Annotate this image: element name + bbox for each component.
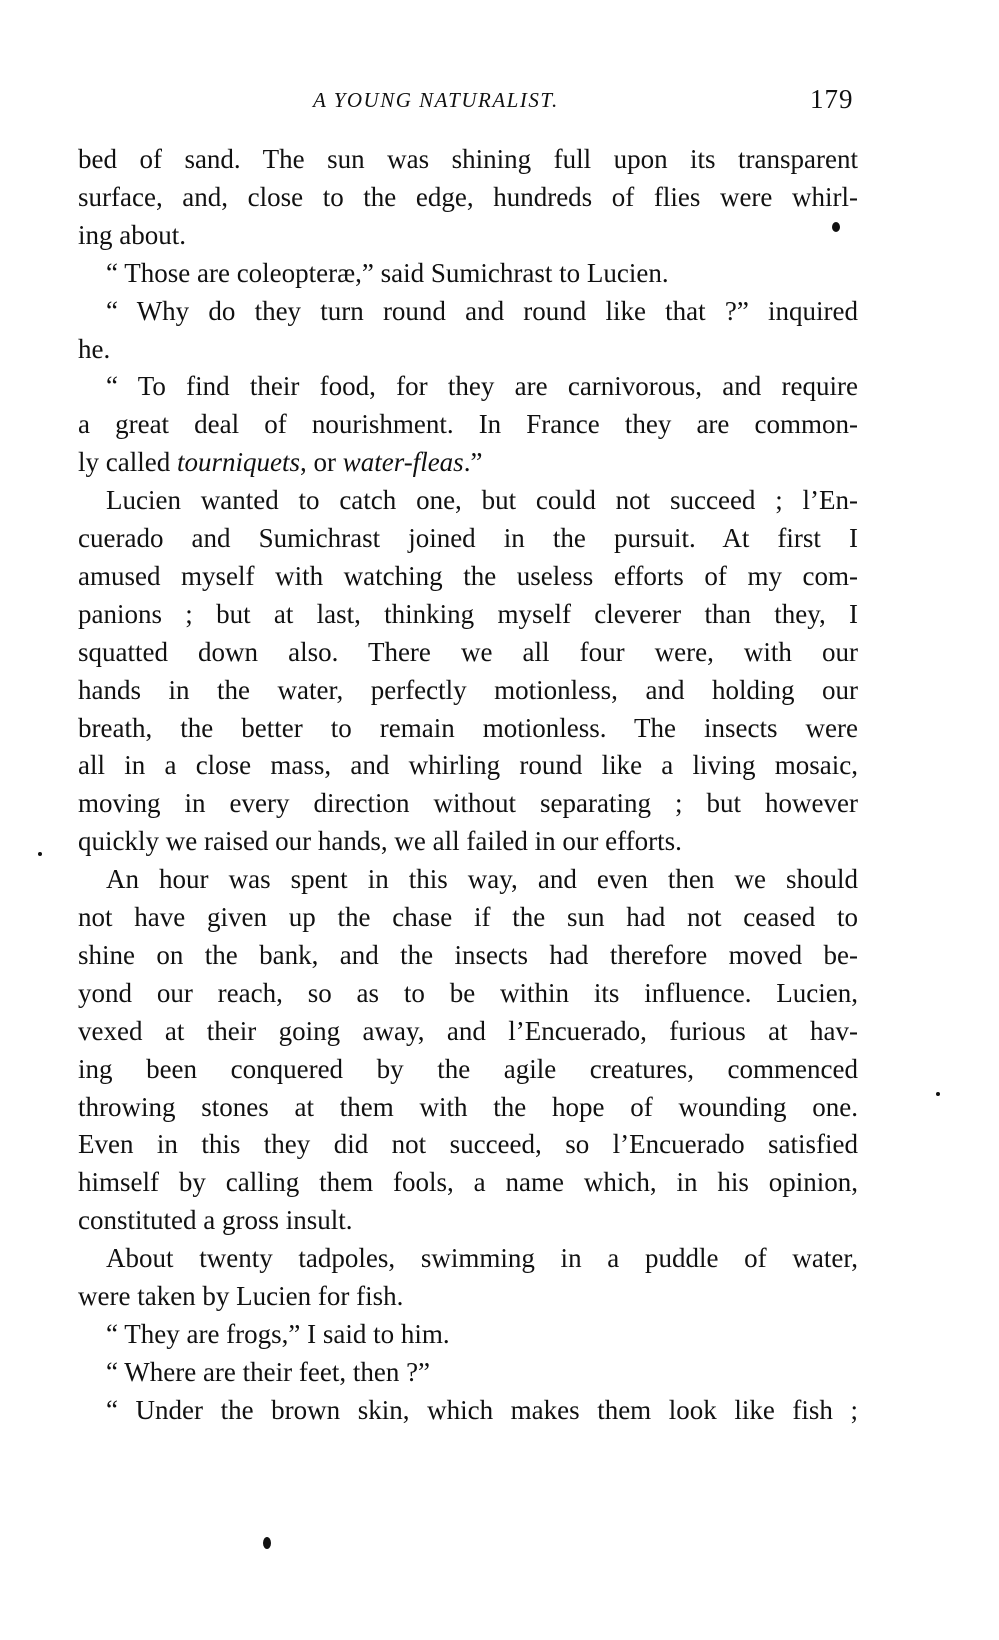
scan-speck (832, 222, 840, 232)
text-segment: , or (299, 447, 343, 478)
text-line: not have given up the chase if the sun had not ceased to (78, 902, 858, 932)
italic-term: tourniquets (176, 447, 300, 478)
scan-speck (936, 1092, 940, 1096)
text-line: cuerado and Sumichrast joined in the pursuit. At first I (78, 523, 858, 553)
text-line: Even in this they did not succeed, so l’Encuerado satisfied (78, 1129, 858, 1160)
text-line: bed of sand. The sun was shining full upon its transparent (78, 144, 858, 174)
text-line: ing been conquered by the agile creatures, commenced (78, 1053, 858, 1084)
text-line: surface, and, close to the edge, hundreds of flies were whirl- (78, 181, 858, 212)
text-segment: .” (463, 447, 483, 478)
running-title: A YOUNG NATURALIST. (313, 88, 559, 112)
text-line: constituted a gross insult. (78, 1205, 353, 1236)
text-line: breath, the better to remain motionless. The insects were (78, 712, 858, 743)
text-line: squatted down also. There we all four were, with our (78, 636, 858, 667)
text-line: “ Why do they turn round and round like that ?” inquired (106, 295, 858, 326)
text-line: “ They are frogs,” I said to him. (106, 1318, 450, 1349)
text-line: himself by calling them fools, a name which, in his opinion, (78, 1167, 858, 1198)
text-line: all in a close mass, and whirling round like a living mosaic, (78, 750, 858, 781)
text-line: hands in the water, perfectly motionless, and holding our (78, 674, 858, 705)
running-header (0, 84, 999, 118)
italic-term: water-fleas (342, 447, 464, 478)
text-line: yond our reach, so as to be within its influence. Lucien, (78, 977, 858, 1008)
text-line: he. (78, 333, 111, 364)
text-line: a great deal of nourishment. In France they are common- (78, 409, 858, 440)
text-line: amused myself with watching the useless efforts of my com- (78, 560, 858, 591)
text-line: were taken by Lucien for fish. (78, 1281, 404, 1311)
text-line: moving in every direction without separating ; but however (78, 788, 858, 819)
scan-speck (263, 1537, 271, 1549)
text-line: “ Under the brown skin, which makes them look like fish ; (106, 1394, 858, 1425)
page-number: 179 (810, 84, 854, 114)
text-line: An hour was spent in this way, and even then we should (106, 864, 858, 895)
text-line: Lucien wanted to catch one, but could not succeed ; l’En- (106, 485, 858, 516)
text-line: shine on the bank, and the insects had therefore moved be- (78, 939, 858, 970)
text-line: panions ; but at last, thinking myself cleverer than they, I (78, 598, 858, 629)
text-line: throwing stones at them with the hope of wounding one. (78, 1091, 858, 1122)
text-line: About twenty tadpoles, swimming in a puddle of water, (106, 1243, 858, 1274)
scan-speck (38, 852, 42, 856)
text-line: quickly we raised our hands, we all failed in our efforts. (78, 826, 682, 857)
text-line: vexed at their going away, and l’Encuerado, furious at hav- (78, 1015, 858, 1046)
text-line (78, 443, 858, 481)
text-segment: ly called (78, 447, 177, 478)
text-line: “ Those are coleopteræ,” said Sumichrast to Lucien. (106, 257, 669, 288)
text-line: “ Where are their feet, then ?” (106, 1356, 431, 1387)
text-line: “ To find their food, for they are carnivorous, and require (106, 371, 858, 402)
text-line: ing about. (78, 219, 186, 250)
